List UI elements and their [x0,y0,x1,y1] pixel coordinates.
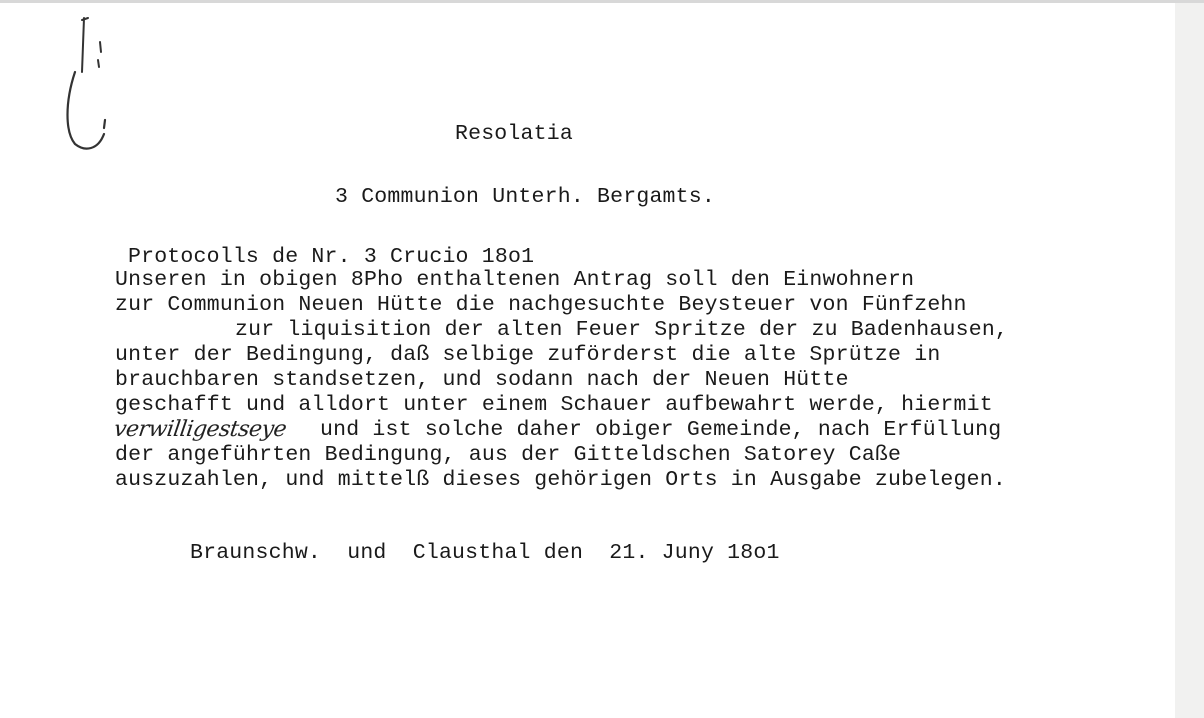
document-subtitle: 3 Communion Unterh. Bergamts. [335,185,715,209]
body-line: zur Communion Neuen Hütte die nachgesuchte Beysteuer von Fünfzehn [115,293,967,317]
closing-date-line: Braunschw. und Clausthal den 21. Juny 18o1 [190,541,780,565]
body-line: brauchbaren standsetzen, und sodann nach der Neuen Hütte [115,368,849,392]
scan-edge [1175,0,1204,718]
body-line: der angeführten Bedingung, aus der Gitteldschen Satorey Caße [115,443,902,467]
body-line: auszuzahlen, und mittelß dieses gehörigen Orts in Ausgabe zubelegen. [115,468,1006,492]
document-title: Resolatia [455,122,573,146]
protocol-reference: Protocolls de Nr. 3 Crucio 18o1 [128,245,535,269]
body-line: unter der Bedingung, daß selbige zuförderst die alte Sprütze in [115,343,941,367]
body-line: und ist solche daher obiger Gemeinde, nach Erfüllung [320,418,1002,442]
pencil-mark-icon [60,12,120,157]
body-line: geschafft und alldort unter einem Schauer aufbewahrt werde, hiermit [115,393,993,417]
scan-top-border [0,0,1204,3]
body-line: Unseren in obigen 8Pho enthaltenen Antrag soll den Einwohnern [115,268,915,292]
body-line: zur liquisition der alten Feuer Spritze der zu Badenhausen, [235,318,1009,342]
handwritten-insertion: verwilligestseye [112,417,288,442]
